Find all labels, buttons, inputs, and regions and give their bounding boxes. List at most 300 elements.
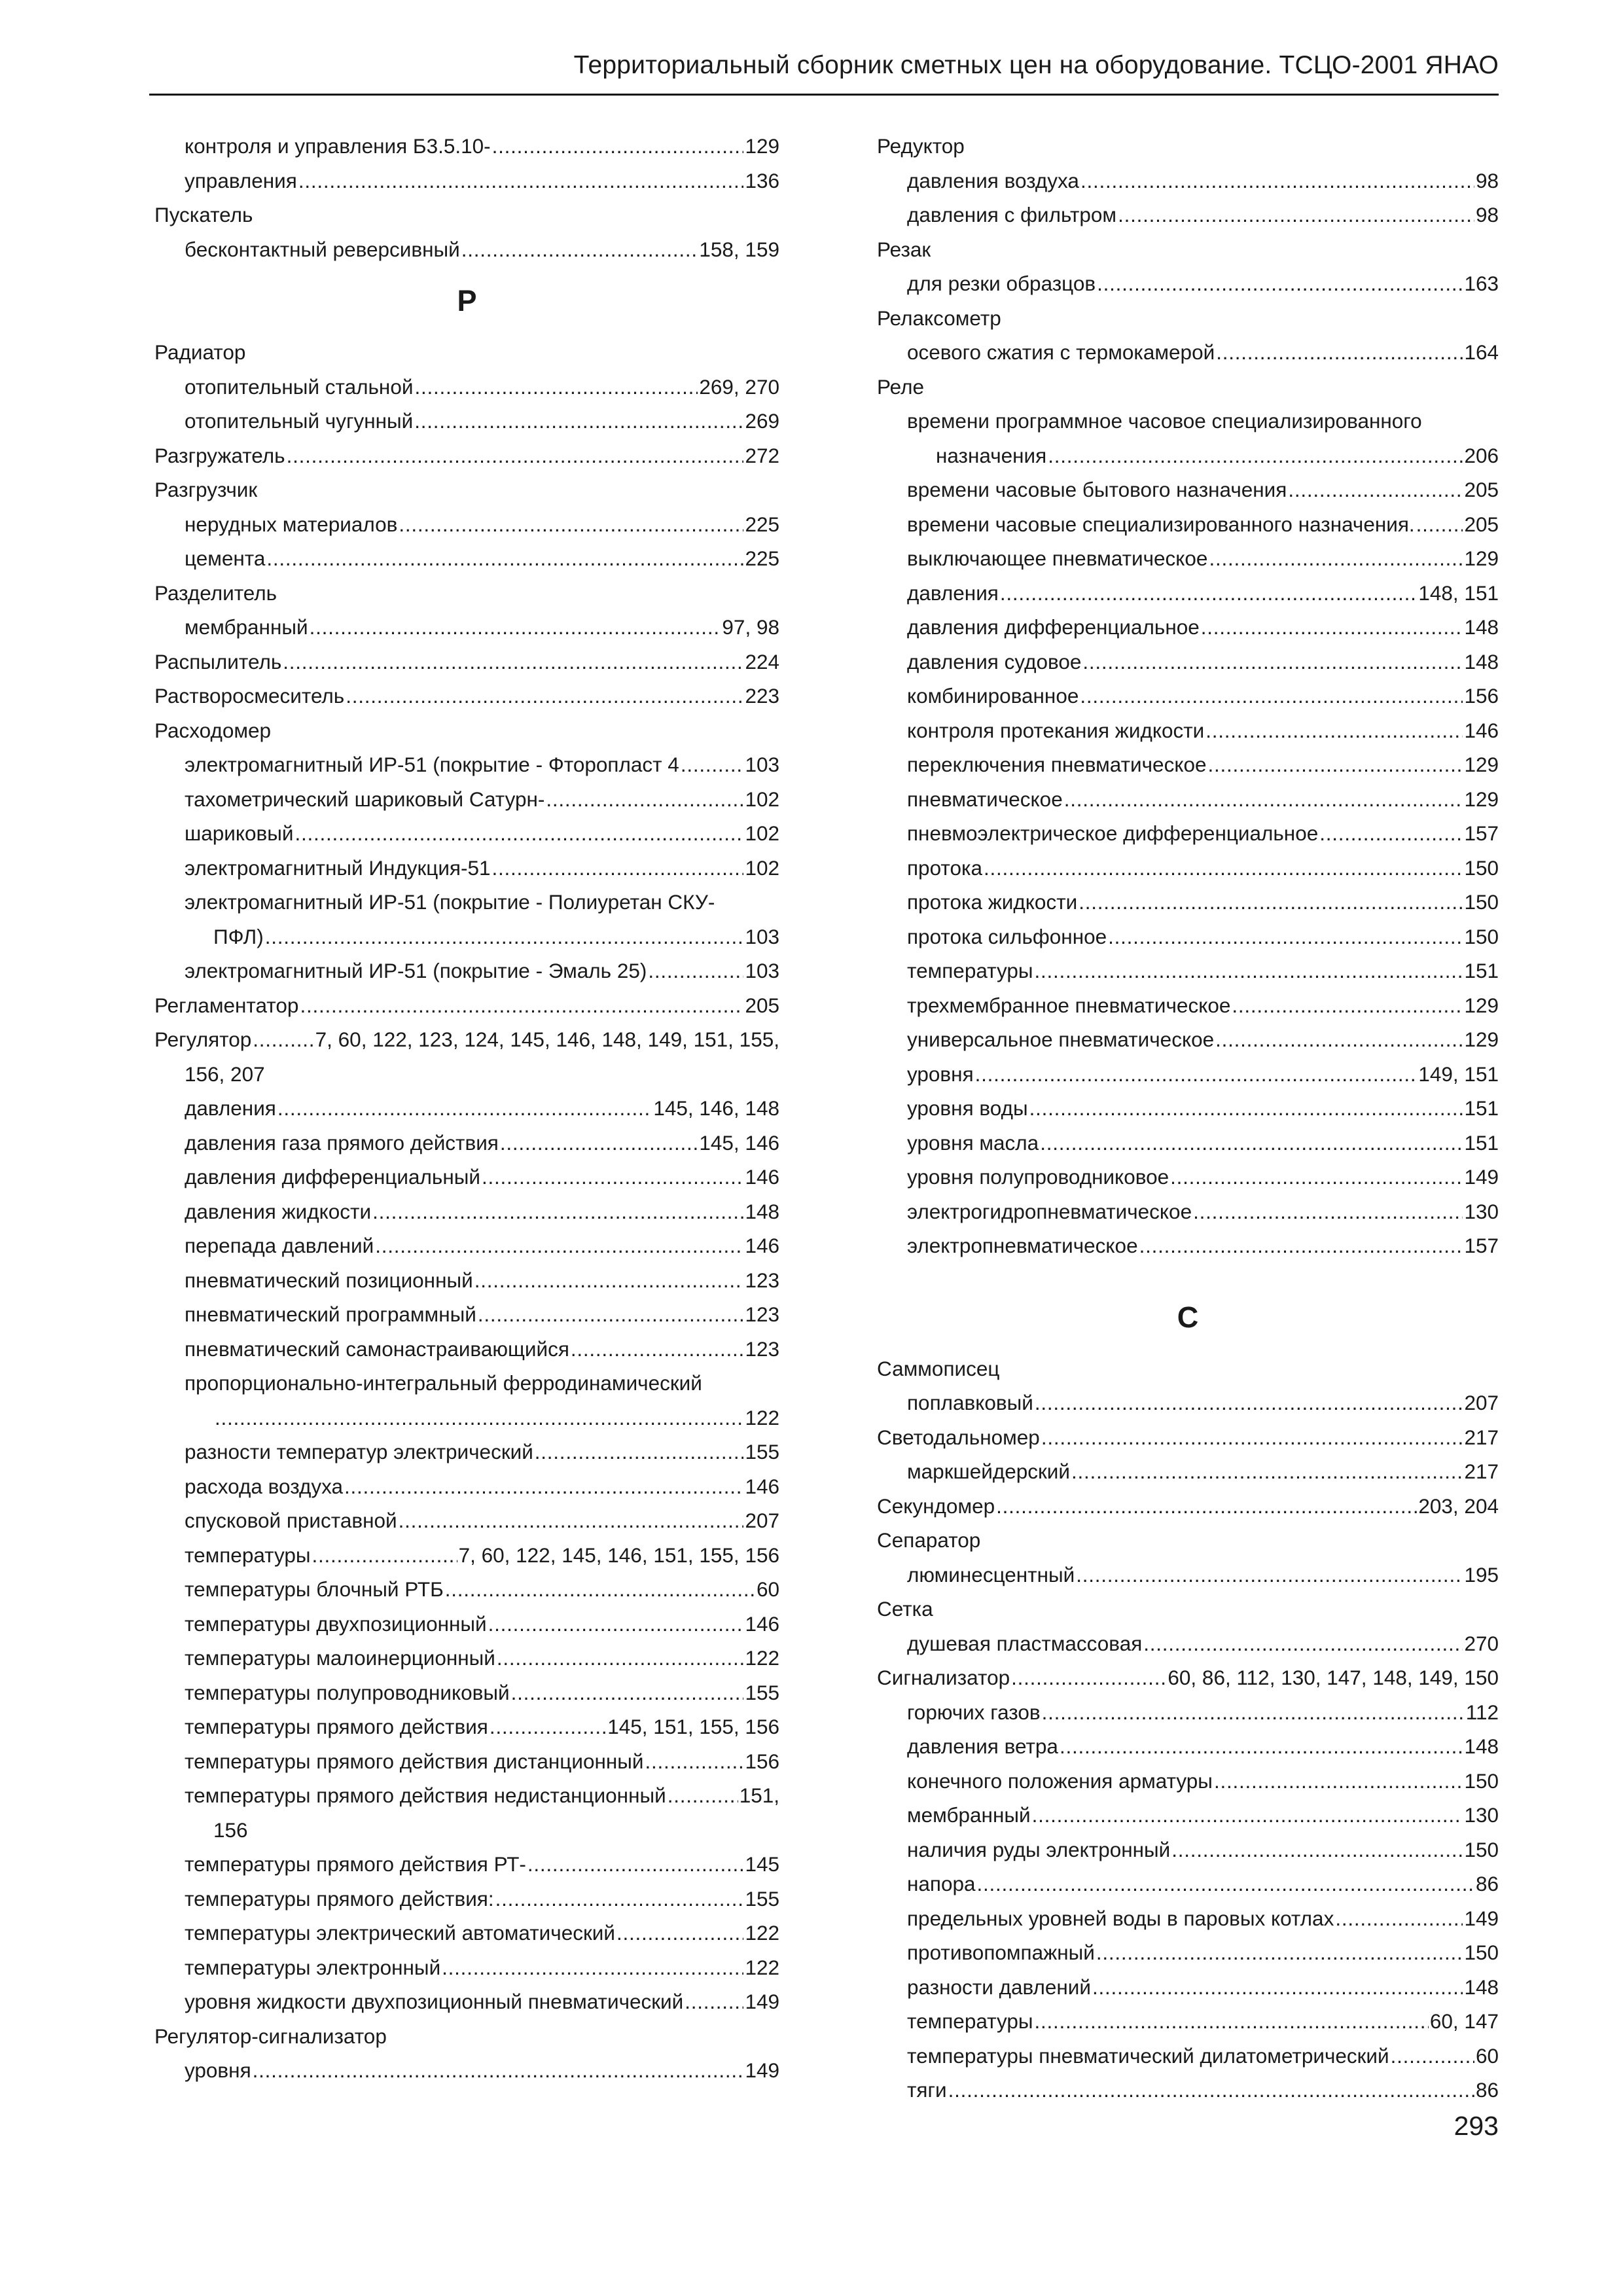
dot-leader <box>1035 2004 1429 2039</box>
entry-page-numbers: 60, 86, 112, 130, 147, 148, 149, 150 <box>1168 1666 1499 1689</box>
entry-page-numbers: 146 <box>745 1611 779 1636</box>
index-subentry <box>877 1867 1499 1901</box>
entry-term: противопомпажный <box>907 1941 1095 1964</box>
index-subentry <box>154 610 779 645</box>
entry-term: Пускатель <box>154 203 253 226</box>
dot-leader <box>948 2073 1474 2108</box>
dot-leader <box>527 1847 744 1882</box>
index-entry-main <box>154 679 779 713</box>
entry-term: температуры пневматический дилатометрический <box>907 2043 1389 2068</box>
index-subentry <box>877 335 1499 370</box>
index-subentry <box>877 885 1499 920</box>
entry-term: отопительный стальной <box>185 374 414 399</box>
entry-page-numbers: 269, 270 <box>699 374 779 399</box>
entry-term: расхода воздуха <box>185 1474 344 1498</box>
entry-term: температуры <box>907 959 1033 982</box>
dot-leader <box>1011 1660 1166 1695</box>
index-entry-main <box>877 1660 1499 1695</box>
index-entry-main <box>154 439 779 473</box>
dot-leader <box>1214 1764 1463 1799</box>
entry-term: пневматическое <box>907 787 1063 811</box>
entry-page-numbers: 98 <box>1475 203 1499 226</box>
dot-leader <box>1215 1022 1463 1057</box>
entry-term: уровня полупроводниковое <box>907 1165 1169 1189</box>
index-subentry <box>877 645 1499 679</box>
entry-page-numbers: 155 <box>745 1440 779 1463</box>
dot-leader <box>399 1503 744 1538</box>
index-subentry <box>877 920 1499 954</box>
index-subentry <box>877 439 1499 473</box>
index-subentry <box>154 1469 779 1504</box>
entry-page-numbers: 103 <box>745 753 779 776</box>
index-subentry <box>877 2073 1499 2108</box>
entry-page-numbers: 130 <box>1464 1199 1499 1223</box>
entry-page-numbers: 145, 151, 155, 156 <box>607 1715 779 1738</box>
index-subentry <box>154 1882 779 1916</box>
entry-page-numbers: 102 <box>745 821 779 845</box>
entry-page-numbers: 149 <box>745 2058 779 2082</box>
entry-term: пневматический программный <box>185 1302 476 1326</box>
index-subentry <box>877 164 1499 198</box>
dot-leader <box>645 1744 744 1779</box>
index-subentry <box>154 1916 779 1950</box>
entry-page-numbers: 269 <box>745 409 779 433</box>
entry-term: уровня <box>185 2058 251 2082</box>
dot-leader <box>295 816 744 851</box>
entry-page-numbers: 163 <box>1464 272 1499 295</box>
entry-page-numbers: 129 <box>1464 753 1499 776</box>
dot-leader <box>375 1229 743 1263</box>
index-subentry <box>154 1401 779 1435</box>
index-subentry <box>154 1297 779 1332</box>
entry-page-numbers: 7, 60, 122, 123, 124, 145, 146, 148, 149, 151, 155, <box>315 1028 779 1051</box>
entry-page-numbers: 123 <box>745 1302 779 1326</box>
entry-page-numbers: 122 <box>745 1646 779 1670</box>
index-subentry <box>154 1366 779 1401</box>
index-entry-main <box>154 473 779 507</box>
dot-leader <box>414 404 743 439</box>
index-subentry <box>154 164 779 198</box>
index-subentry <box>154 1641 779 1676</box>
index-subentry <box>877 679 1499 713</box>
index-subentry <box>154 1503 779 1538</box>
entry-page-numbers: 205 <box>1464 512 1499 536</box>
index-subentry <box>154 129 779 164</box>
index-subentry <box>877 473 1499 507</box>
dot-leader <box>253 2053 744 2088</box>
index-subentry <box>877 1022 1499 1057</box>
entry-term: температуры прямого действия: <box>185 1886 494 1910</box>
entry-term: пневмоэлектрическое дифференциальное <box>907 821 1319 845</box>
dot-leader <box>1035 1386 1463 1420</box>
entry-term: времени часовые специализированного назначения. <box>907 512 1415 536</box>
entry-page-numbers: 146 <box>745 1234 779 1257</box>
entry-term: напора <box>907 1872 976 1895</box>
entry-page-numbers: 151 <box>1464 1130 1499 1155</box>
index-entry-main <box>154 988 779 1023</box>
index-subentry <box>154 1229 779 1263</box>
dot-leader <box>442 1950 743 1985</box>
entry-term: 156 <box>213 1818 248 1842</box>
index-subentry <box>154 2053 779 2088</box>
entry-page-numbers: 150 <box>1464 1837 1499 1861</box>
entry-term: электромагнитный ИР-51 (покрытие - Полиуретан СКУ- <box>185 890 715 914</box>
index-entry-main <box>154 1022 779 1057</box>
dot-leader <box>300 988 743 1023</box>
dot-leader <box>1216 335 1463 370</box>
entry-page-numbers: 129 <box>1464 787 1499 811</box>
dot-leader <box>1232 988 1463 1023</box>
index-entry-main <box>877 370 1499 404</box>
entry-page-numbers: 148 <box>1464 615 1499 639</box>
entry-page-numbers: 150 <box>1464 1768 1499 1793</box>
entry-term: комбинированное <box>907 684 1079 708</box>
dot-leader <box>616 1916 744 1950</box>
entry-term: давления с фильтром <box>907 203 1117 226</box>
index-entry-main <box>154 645 779 679</box>
index-subentry <box>154 1710 779 1744</box>
entry-page-numbers: 150 <box>1464 890 1499 914</box>
index-subentry <box>154 1847 779 1882</box>
dot-leader <box>283 645 743 679</box>
entry-term: Разгружатель <box>154 443 285 467</box>
entry-term: электромагнитный ИР-51 (покрытие - Эмаль 25) <box>185 959 647 982</box>
entry-page-numbers: 155 <box>745 1886 779 1910</box>
dot-leader <box>277 1091 652 1126</box>
entry-page-numbers: 86 <box>1475 1872 1499 1895</box>
entry-term: температуры электрический автоматический <box>185 1921 615 1945</box>
entry-term: конечного положения арматуры <box>907 1768 1213 1793</box>
entry-page-numbers: 123 <box>745 1336 779 1361</box>
index-subentry <box>877 1558 1499 1592</box>
index-subentry <box>877 1126 1499 1160</box>
index-subentry <box>877 1454 1499 1489</box>
index-column-right <box>877 129 1499 2108</box>
entry-term: Сигнализатор <box>877 1666 1010 1689</box>
entry-term: Разгрузчик <box>154 478 258 501</box>
dot-leader <box>1076 1558 1463 1592</box>
index-subentry <box>154 1813 779 1848</box>
dot-leader <box>495 1882 744 1916</box>
index-subentry <box>877 404 1499 439</box>
entry-page-numbers: 225 <box>745 547 779 570</box>
dot-leader <box>215 1401 743 1435</box>
index-subentry <box>154 1435 779 1469</box>
entry-page-numbers: 146 <box>745 1165 779 1189</box>
index-subentry <box>877 1798 1499 1833</box>
entry-term: Сепаратор <box>877 1528 981 1552</box>
entry-term: времени программное часовое специализированного <box>907 409 1422 433</box>
entry-term: пневматический позиционный <box>185 1268 473 1292</box>
entry-page-numbers: 224 <box>745 649 779 673</box>
entry-page-numbers: 207 <box>1464 1391 1499 1414</box>
entry-term: Реле <box>877 374 924 399</box>
dot-leader <box>1170 1160 1463 1194</box>
index-subentry <box>877 2004 1499 2039</box>
dot-leader <box>977 1867 1474 1901</box>
entry-term: шариковый <box>185 821 294 845</box>
dot-leader <box>1171 1833 1463 1867</box>
dot-leader <box>1064 782 1463 817</box>
entry-term: температуры прямого действия РТ- <box>185 1852 526 1876</box>
header-rule <box>149 94 1499 96</box>
entry-term: пневматический самонастраивающийся <box>185 1336 569 1361</box>
dot-leader <box>1335 1901 1463 1936</box>
entry-page-numbers: 60 <box>756 1577 779 1601</box>
entry-term: наличия руды электронный <box>907 1837 1171 1861</box>
entry-term: температуры прямого действия дистанционный <box>185 1749 644 1773</box>
dot-leader <box>344 1469 743 1504</box>
entry-page-numbers: 122 <box>745 1955 779 1979</box>
entry-term: управления <box>185 168 297 192</box>
index-subentry <box>154 1332 779 1367</box>
entry-page-numbers: 207 <box>745 1509 779 1532</box>
index-subentry <box>154 1607 779 1641</box>
dot-leader <box>648 954 743 988</box>
entry-term: ПФЛ) <box>213 924 264 948</box>
dot-leader <box>445 1572 755 1607</box>
index-subentry <box>154 851 779 886</box>
index-subentry <box>877 266 1499 301</box>
entry-term: Расходомер <box>154 718 272 742</box>
dot-leader <box>996 1489 1417 1524</box>
entry-page-numbers: 136 <box>745 168 779 192</box>
entry-page-numbers: 156 <box>745 1749 779 1773</box>
entry-term: душевая пластмассовая <box>907 1631 1143 1655</box>
entry-page-numbers: 151, <box>739 1784 779 1807</box>
dot-leader <box>511 1676 744 1710</box>
entry-page-numbers: 129 <box>1464 547 1499 570</box>
index-entry-main <box>877 301 1499 336</box>
section-letter-heading: С <box>1177 1300 1199 1334</box>
entry-term: люминесцентный <box>907 1562 1075 1587</box>
index-subentry <box>154 370 779 404</box>
index-subentry <box>877 1970 1499 2005</box>
entry-page-numbers: 60, 147 <box>1429 2009 1499 2033</box>
index-subentry <box>877 816 1499 851</box>
index-entry-main <box>877 1352 1499 1386</box>
entry-term: времени часовые бытового назначения <box>907 478 1287 501</box>
entry-page-numbers: 150 <box>1464 1941 1499 1964</box>
entry-page-numbers: 205 <box>745 993 779 1017</box>
entry-term: Регулятор-сигнализатор <box>154 2024 387 2048</box>
dot-leader <box>1139 1229 1463 1263</box>
dot-leader <box>266 541 743 576</box>
dot-leader <box>492 129 744 164</box>
index-entry-main <box>154 2019 779 2054</box>
dot-leader <box>1209 541 1463 576</box>
entry-term: Регулятор <box>154 1028 252 1051</box>
index-subentry <box>877 713 1499 748</box>
dot-leader <box>490 1710 606 1744</box>
entry-term: отопительный чугунный <box>185 409 414 433</box>
index-subentry <box>154 1194 779 1229</box>
index-subentry <box>154 1538 779 1573</box>
entry-term: температуры электронный <box>185 1955 441 1979</box>
entry-term: уровня воды <box>907 1096 1028 1120</box>
dot-leader <box>1029 1091 1463 1126</box>
entry-term: температуры полупроводниковый <box>185 1680 510 1704</box>
index-entry-main <box>877 1523 1499 1558</box>
entry-page-numbers: 157 <box>1464 821 1499 845</box>
entry-term: давления дифференциальное <box>907 615 1200 639</box>
entry-page-numbers: 97, 98 <box>722 615 779 639</box>
dot-leader <box>1071 1454 1463 1489</box>
entry-term: уровня жидкости двухпозиционный пневматический <box>185 1990 684 2013</box>
entry-page-numbers: 103 <box>745 959 779 982</box>
dot-leader <box>488 1607 744 1641</box>
dot-leader <box>535 1435 744 1469</box>
index-subentry <box>877 507 1499 542</box>
index-subentry <box>877 851 1499 886</box>
index-subentry <box>877 1695 1499 1730</box>
entry-term: поплавковый <box>907 1391 1033 1414</box>
entry-page-numbers: 129 <box>1464 1028 1499 1051</box>
dot-leader <box>1080 679 1463 713</box>
dot-leader <box>482 1160 743 1194</box>
entry-term: температуры блочный РТБ <box>185 1577 444 1601</box>
entry-page-numbers: 148 <box>1464 649 1499 673</box>
dot-leader <box>312 1538 457 1573</box>
entry-page-numbers: 205 <box>1464 478 1499 501</box>
index-subentry <box>154 1057 779 1092</box>
index-entry-main <box>154 198 779 232</box>
entry-term: контроля и управления Б3.5.10- <box>185 134 491 158</box>
index-subentry <box>877 1160 1499 1194</box>
entry-term: электропневматическое <box>907 1234 1138 1257</box>
index-subentry <box>877 1386 1499 1420</box>
entry-page-numbers: 112 <box>1465 1700 1499 1724</box>
dot-leader <box>1096 1935 1463 1970</box>
entry-term: назначения <box>936 443 1047 467</box>
entry-page-numbers: 148 <box>1464 1975 1499 1999</box>
entry-page-numbers: 158, 159 <box>699 237 779 261</box>
dot-leader <box>1416 507 1463 542</box>
dot-leader <box>984 851 1463 886</box>
dot-leader <box>1048 439 1463 473</box>
entry-term: цемента <box>185 547 266 570</box>
entry-page-numbers: 98 <box>1475 168 1499 192</box>
entry-page-numbers: 145, 146 <box>699 1130 779 1155</box>
entry-term: давления жидкости <box>185 1199 372 1223</box>
entry-term: пропорционально-интегральный ферродинамический <box>185 1371 702 1395</box>
entry-term: 156, 207 <box>185 1062 265 1086</box>
dot-leader <box>975 1057 1418 1092</box>
dot-leader <box>1288 473 1463 507</box>
index-subentry <box>154 1572 779 1607</box>
index-subentry <box>154 232 779 267</box>
entry-term: протока сильфонное <box>907 924 1107 948</box>
dot-leader <box>1060 1729 1463 1764</box>
dot-leader <box>571 1332 744 1367</box>
entry-term: Сетка <box>877 1597 933 1621</box>
entry-page-numbers: 149 <box>1464 1165 1499 1189</box>
dot-leader <box>1391 2039 1474 2073</box>
dot-leader <box>1041 1420 1463 1455</box>
entry-page-numbers: 150 <box>1464 855 1499 880</box>
page-number: 293 <box>1454 2111 1499 2141</box>
index-subentry <box>877 576 1499 611</box>
entry-page-numbers: 145 <box>745 1852 779 1876</box>
entry-page-numbers: 130 <box>1464 1803 1499 1827</box>
dot-leader <box>253 1022 313 1057</box>
dot-leader <box>1080 164 1474 198</box>
entry-term: давления воздуха <box>907 168 1079 192</box>
index-subentry <box>154 1263 779 1298</box>
dot-leader <box>1205 713 1463 748</box>
index-entry-main <box>877 1420 1499 1455</box>
entry-term: для резки образцов <box>907 272 1096 295</box>
index-subentry <box>154 1091 779 1126</box>
dot-leader <box>414 370 698 404</box>
entry-term: температуры двухпозиционный <box>185 1611 487 1636</box>
index-subentry <box>154 816 779 851</box>
index-subentry <box>154 1984 779 2019</box>
entry-term: переключения пневматическое <box>907 753 1207 776</box>
index-entry-main <box>154 713 779 748</box>
entry-page-numbers: 146 <box>1464 718 1499 742</box>
entry-page-numbers: 203, 204 <box>1418 1494 1499 1518</box>
dot-leader <box>1092 1970 1463 2005</box>
entry-term: Светодальномер <box>877 1425 1040 1449</box>
entry-term: маркшейдерский <box>907 1460 1071 1483</box>
index-subentry <box>154 885 779 920</box>
dot-leader <box>492 851 744 886</box>
entry-term: электромагнитный Индукция-51 <box>185 855 491 880</box>
dot-leader <box>399 507 743 542</box>
index-subentry <box>877 782 1499 817</box>
entry-term: тахометрический шариковый Сатурн- <box>185 787 545 811</box>
index-subentry <box>154 1126 779 1160</box>
index-subentry <box>877 1229 1499 1263</box>
dot-leader <box>1143 1626 1463 1661</box>
entry-term: давления ветра <box>907 1734 1058 1758</box>
entry-page-numbers: 129 <box>745 134 779 158</box>
entry-page-numbers: 148 <box>745 1199 779 1223</box>
index-subentry <box>154 1744 779 1779</box>
entry-term: Резак <box>877 237 931 261</box>
dot-leader <box>478 1297 744 1332</box>
entry-page-numbers: 206 <box>1464 443 1499 467</box>
entry-page-numbers: 7, 60, 122, 145, 146, 151, 155, 156 <box>458 1543 779 1567</box>
index-subentry <box>877 1764 1499 1799</box>
index-subentry <box>154 1778 779 1813</box>
index-subentry <box>877 1729 1499 1764</box>
entry-page-numbers: 155 <box>745 1680 779 1704</box>
entry-term: осевого сжатия с термокамерой <box>907 340 1215 364</box>
entry-term: мембранный <box>185 615 308 639</box>
index-subentry <box>154 782 779 817</box>
entry-page-numbers: 86 <box>1475 2078 1499 2102</box>
entry-page-numbers: 149 <box>1464 1906 1499 1930</box>
entry-page-numbers: 151 <box>1464 1096 1499 1120</box>
entry-term: бесконтактный реверсивный <box>185 237 460 261</box>
index-subentry <box>877 1935 1499 1970</box>
entry-page-numbers: 129 <box>1464 993 1499 1017</box>
entry-term: давления <box>185 1096 276 1120</box>
entry-term: уровня <box>907 1062 974 1086</box>
entry-term: разности давлений <box>907 1975 1091 1999</box>
dot-leader <box>1042 1695 1465 1730</box>
entry-page-numbers: 102 <box>745 787 779 811</box>
entry-term: тяги <box>907 2078 947 2102</box>
dot-leader <box>474 1263 744 1298</box>
entry-term: протока <box>907 855 982 880</box>
entry-page-numbers: 195 <box>1464 1562 1499 1587</box>
dot-leader <box>1118 198 1474 232</box>
index-subentry <box>877 1626 1499 1661</box>
dot-leader <box>668 1778 738 1813</box>
